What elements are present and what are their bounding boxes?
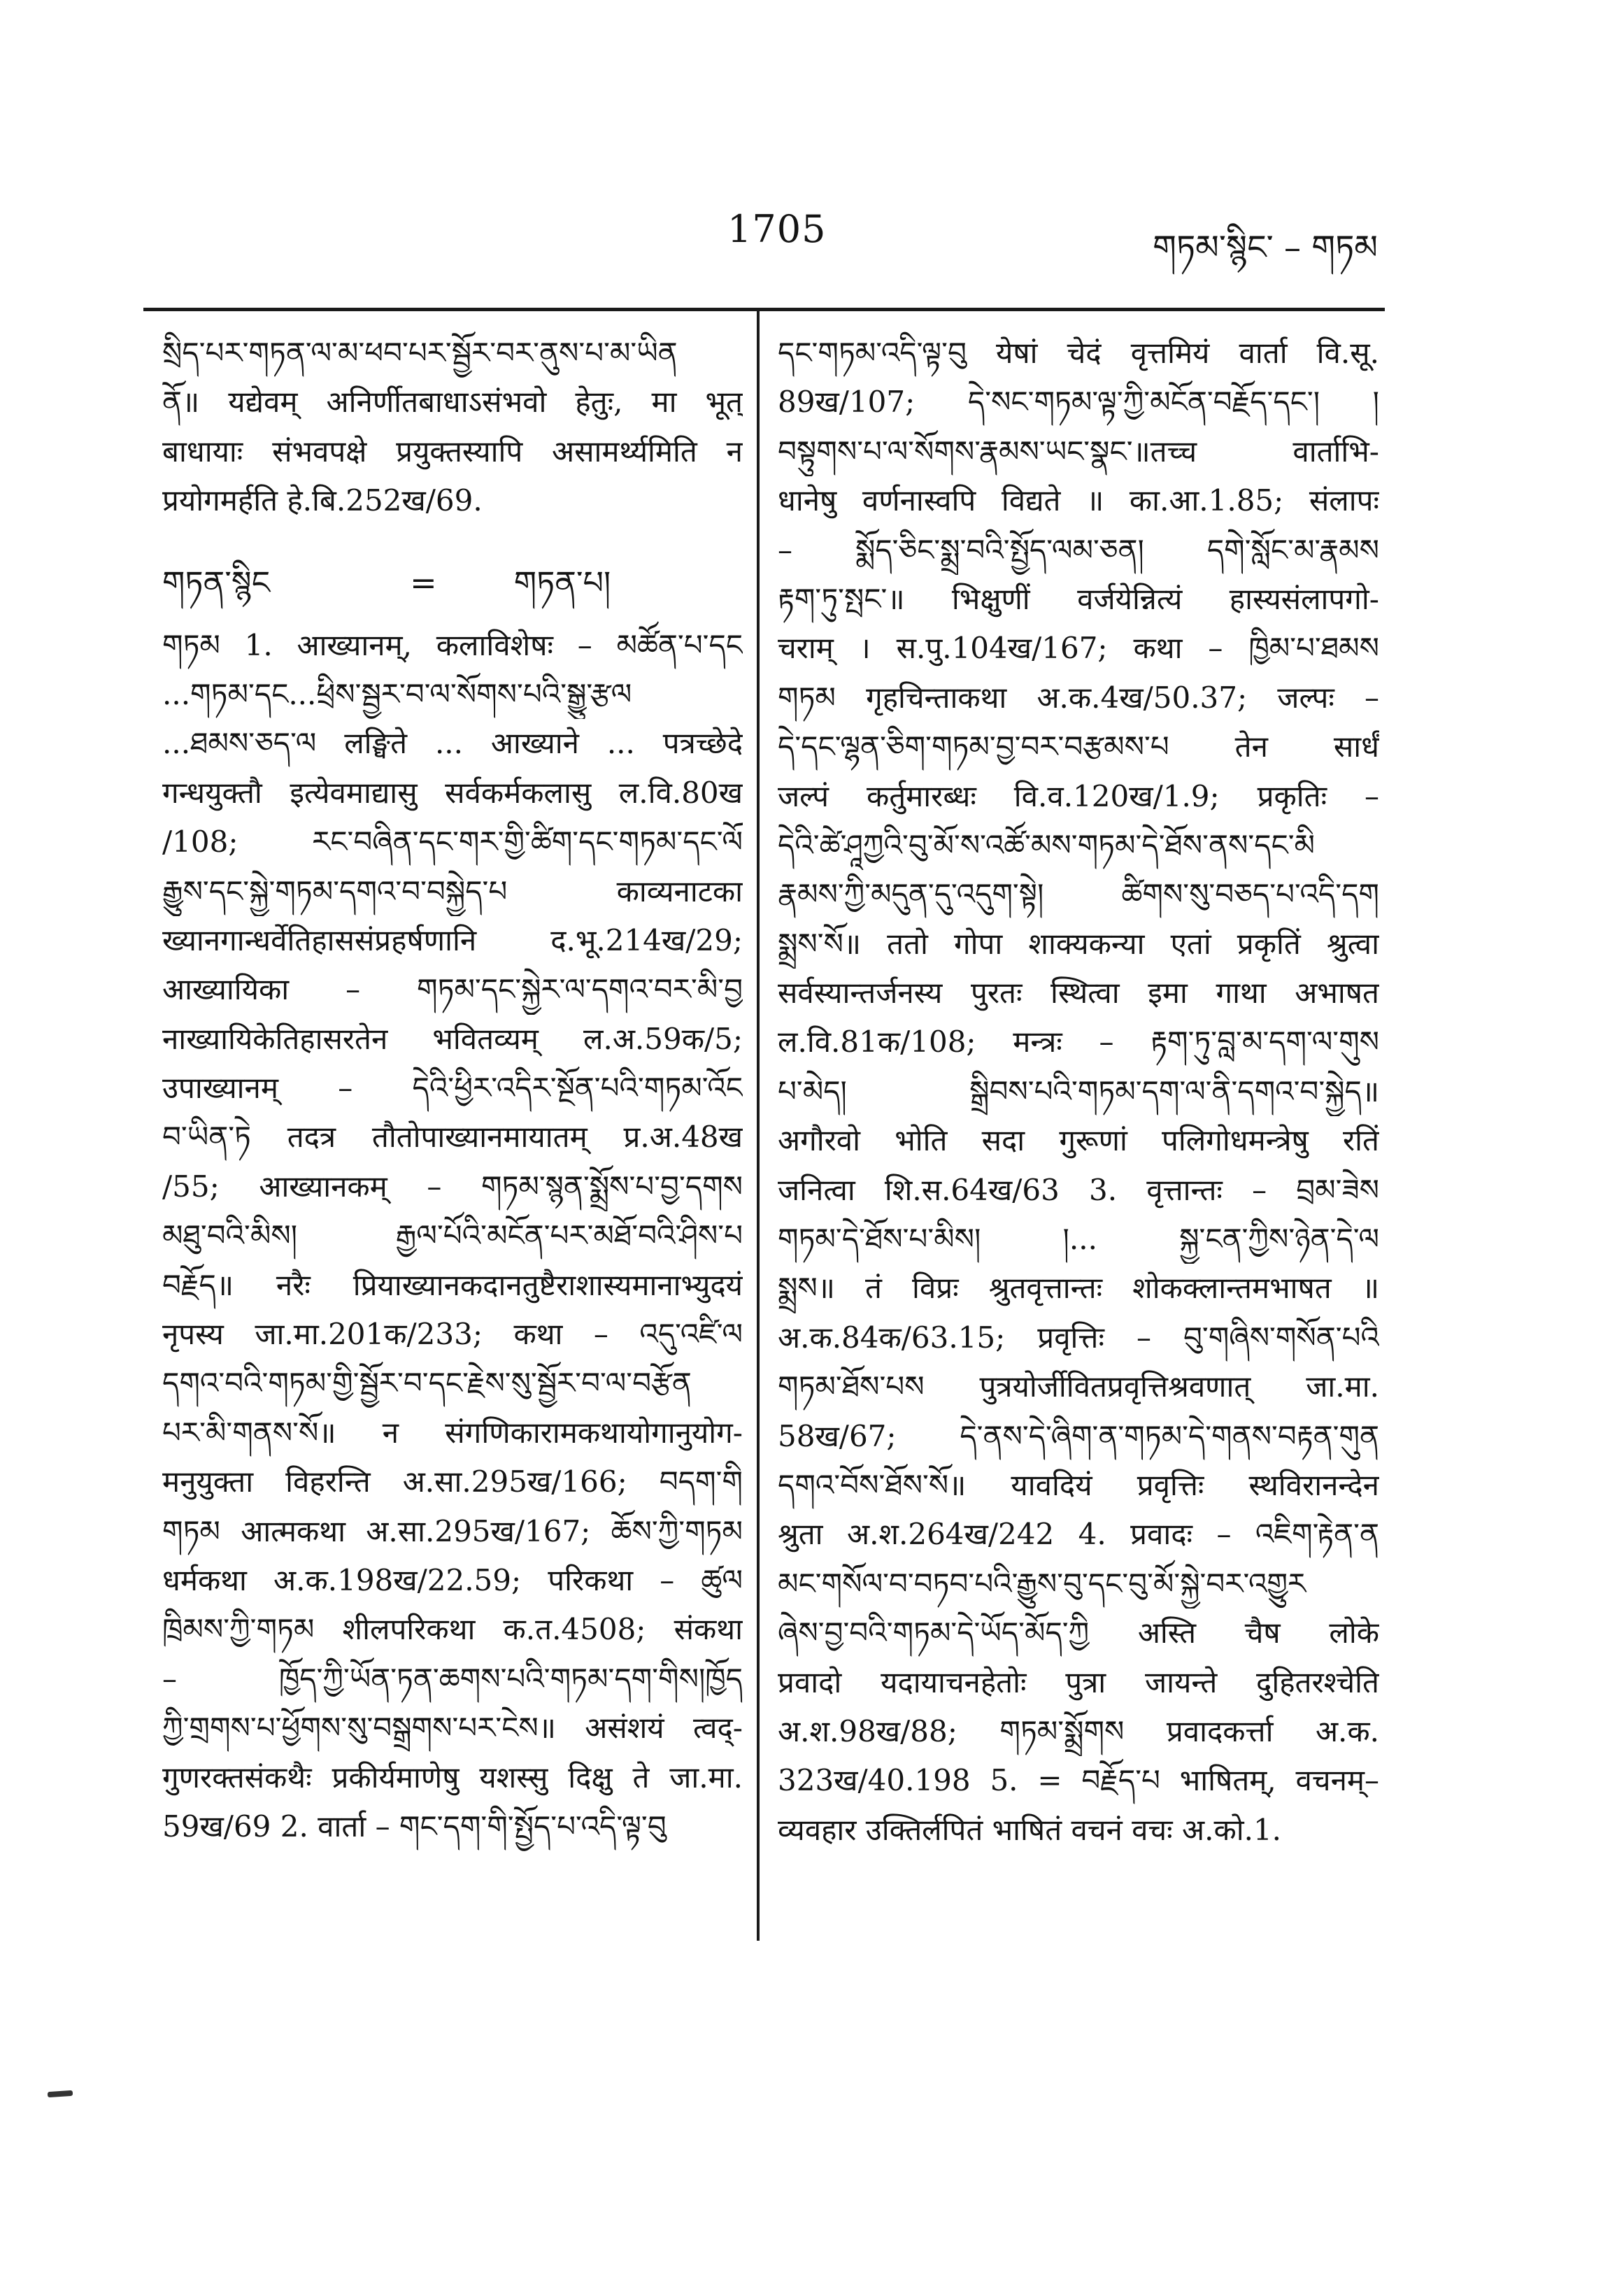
text-line: སྨྲས་སོ॥ ततो गोपा शाक्यकन्या एतां प्रकृतिं श्रुत्वा — [778, 926, 1379, 961]
page-number: 1705 — [727, 207, 827, 251]
entry-line: ཀྱི་གྲགས་པ་ཕྱོགས་སུ་བསྒྲགས་པར་ངེས॥ असंशयं त्वद्- — [162, 1711, 743, 1746]
text-line: གཏམ་དེ་ཐོས་པ་མིས། །... སྐྱ་ངན་ཀྱིས་ཉེན་དེ་ལ — [778, 1222, 1379, 1257]
top-rule — [143, 308, 1385, 311]
gap — [162, 526, 743, 551]
entry-line: བརྗོད॥ नरैः प्रियाख्यानकदानतुष्टैराशास्यमानाभ्युदयं — [162, 1267, 743, 1302]
cross-ref-headword: གཏན་སྙིང — [162, 563, 271, 601]
text-line: རྟག་ཏུ་སྤང་॥ भिक्षुणीं वर्जयेन्नित्यं हास्यसंलापगो- — [778, 581, 1379, 616]
text-line: གཏམ་ཐོས་པས पुत्रयोर्जीवितप्रवृत्तिश्रवणात् जा.मा. — [778, 1369, 1379, 1404]
scan-speck — [48, 2090, 73, 2097]
text-line: अ.श.98ख/88; གཏམ་སྨྲོགས प्रवादकर्त्ता अ.क. — [778, 1713, 1379, 1748]
entry-line: गुणरक्तसंकथैः प्रकीर्यमाणेषु यशस्सु दिक्षु ते जा.मा. — [162, 1760, 743, 1795]
text-line: བསྟུགས་པ་ལ་སོགས་རྣམས་ཡང་སྣང་॥तच्च वार्ताभि- — [778, 434, 1379, 469]
text-line: མང་གསོལ་བ་བཏབ་པའི་རྒྱུས་བུ་དང་བུ་མོ་སྐྱེ་བར་འགྱུར — [778, 1566, 1306, 1601]
text-line: རྣམས་ཀྱི་མདུན་དུ་འདུག་སྟེ། ཚིགས་སུ་བཅད་པ་འདི་དག — [778, 877, 1379, 912]
entry-line: नाख्यायिकेतिहासरतेन भवितव्यम् ल.अ.59क/5; — [162, 1021, 743, 1056]
entry-line: गन्धयुक्तौ इत्येवमाद्यासु सर्वकर्मकलासु ल.वि.80ख — [162, 775, 743, 810]
text-line: 89ख/107; དེ་སང་གཏམ་ལྟ་ཀྱི་མངོན་བརྗོད་དང་། ། — [778, 385, 1379, 420]
text-line: པ་མེད། སྒྲིབས་པའི་གཏམ་དག་ལ་ནི་དགའ་བ་སྐྱེད॥ — [778, 1074, 1379, 1108]
entry-line: རྒྱུས་དང་སྐྱེ་གཏམ་དགའ་བ་བསྐྱེད་པ काव्यनाटका — [162, 873, 743, 908]
entry-line: /108; རང་བཞིན་དང་གར་གྱི་ཚིག་དང་གཏམ་དང་ལོ — [162, 825, 743, 860]
entry-line: 59ख/69 2. वार्ता – གང་དག་གི་སྤྱོད་པ་འདི་ལྟ་བུ — [162, 1809, 667, 1844]
right-column-text — [778, 329, 1379, 1855]
text-line: श्रुता अ.श.264ख/242 4. प्रवादः – འཇིག་རྟེན་ན — [778, 1517, 1379, 1552]
entry-line: པར་མི་གནས་སོ॥ न संगणिकारामकथायोगानुयोग- — [162, 1415, 743, 1450]
text-line: ཞེས་བྱ་བའི་གཏམ་དེ་ཡོད་མོད་ཀྱི अस्ति चैष लोके — [778, 1616, 1379, 1650]
entry-line: ཁྲིམས་ཀྱི་གཏམ शीलपरिकथा क.त.4508; संकथा — [162, 1612, 743, 1647]
entry-line: मनुयुक्ता विहरन्ति अ.सा.295ख/166; བདག་གི — [162, 1464, 743, 1499]
text-line: ल.वि.81क/108; मन्त्रः – རྟག་ཏུ་བླ་མ་དག་ལ་གུས — [778, 1025, 1379, 1060]
equals-sign: = — [410, 563, 437, 601]
text-line: 58ख/67; དེ་ནས་དེ་ཞིག་ན་གཏམ་དེ་གནས་བརྟན་གུན — [778, 1418, 1379, 1453]
text-line: ནོ॥ यद्येवम् अनिर्णीतबाधाऽसंभवो हेतुः, मा भूत् — [162, 385, 743, 420]
text-line: व्यवहार उक्तिर्लपितं भाषितं वचनं वचः अ.को.1. — [778, 1812, 1282, 1847]
text-line: སྨྲས॥ तं विप्रः श्रुतवृत्तान्तः शोकक्लान्तमभाषत ॥ — [778, 1271, 1379, 1306]
entry-line: གཏམ आत्मकथा अ.सा.295ख/167; ཆོས་ཀྱི་གཏམ — [162, 1513, 743, 1548]
text-line: चराम् । स.पु.104ख/167; कथा – ཁྱིམ་པ་ཐམས — [778, 631, 1379, 666]
text-line: སྲིད་པར་གཏན་ལ་མ་ཕབ་པར་སྦྱོར་བར་ནུས་པ་མ་ཡིན — [162, 336, 678, 370]
text-line: དེའི་ཚེ་ཤཱཀྱའི་བུ་མོ་ས་འཚོ་མས་གཏམ་དེ་ཐོས་ནས་དང་མི — [778, 827, 1316, 862]
cross-ref-target: གཏན་པ། — [513, 563, 611, 601]
entry-line: – ཁྱོད་ཀྱི་ཡོན་ཏན་ཆགས་པའི་གཏམ་དག་གིས།ཁྱོད — [162, 1661, 743, 1696]
continued-paragraph — [162, 329, 743, 526]
text-line: 323ख/40.198 5. = བརྗོད་པ भाषितम्, वचनम्– — [778, 1763, 1379, 1798]
text-line: དེ་དང་ལྷན་ཅིག་གཏམ་བྱ་བར་བརྩམས་པ तेन सार्धं — [778, 729, 1379, 764]
entry-line: དགའ་བའི་གཏམ་གྱི་སྦྱོར་བ་དང་རྗེས་སུ་སྦྱོར་བ་ལ་བརྩོན — [162, 1366, 692, 1401]
entry-line: གཏམ 1. आख्यानम्, कलाविशेषः – མཚོན་པ་དང — [162, 627, 743, 662]
text-line: सर्वस्यान्तर्जनस्य पुरतः स्थित्वा इमा गाथा अभाषत — [778, 976, 1379, 1011]
cross-reference-entry — [162, 551, 743, 614]
entry-line: धर्मकथा अ.क.198ख/22.59; परिकथा – ཚུལ — [162, 1562, 743, 1597]
entry-line: མཐུ་བའི་མིས། རྒྱལ་པོའི་མངོན་པར་མཐོ་བའི་ཤིས་པ — [162, 1218, 743, 1253]
text-line: – སྨོད་ཅིང་སྨྲ་བའི་སྤྱོད་ལམ་ཅན། དགེ་སློང་མ་རྣམས — [778, 532, 1379, 567]
entry-line: उपाख्यानम् – དེའི་ཕྱིར་འདིར་སྔོན་པའི་གཏམ་འོང — [162, 1071, 743, 1106]
column-divider — [757, 311, 760, 1941]
text-line: अ.क.84क/63.15; प्रवृत्तिः – བུ་གཞིས་གསོན་པའི — [778, 1320, 1379, 1355]
entry-line: /55; आख्यानकम् – གཏམ་སྙན་སྨྲོས་པ་བྱ་དགས — [162, 1169, 743, 1204]
gap — [162, 614, 743, 621]
right-column — [778, 329, 1379, 1855]
entry-line: བ་ཡིན་ཏེ तदत्र तौतोपाख्यानमायातम् प्र.अ.48ख — [162, 1120, 743, 1155]
left-column — [162, 329, 743, 1851]
entry-line: ख्यानगान्धर्वेतिहाससंप्रहर्षणानि द.भू.214ख/29; — [162, 922, 743, 957]
entry-line: नृपस्य जा.मा.201क/233; कथा – འདུ་འཛི་ལ — [162, 1317, 743, 1352]
text-line: अगौरवो भोति सदा गुरूणां पलिगोधमन्त्रेषु रतिं — [778, 1123, 1379, 1158]
running-head: གཏམ་སྙིང་ – གཏམ — [1153, 228, 1378, 267]
text-line: प्रवादो यदायाचनहेतोः पुत्रा जायन्ते दुहितरश्चेति — [778, 1664, 1379, 1699]
dictionary-entry — [162, 621, 743, 1852]
text-line: जनित्वा शि.स.64ख/63 3. वृत्तान्तः – བྲམ་ཟེས — [778, 1172, 1379, 1207]
text-line: གཏམ गृहचिन्ताकथा अ.क.4ख/50.37; जल्पः – — [778, 680, 1379, 715]
text-line: जल्पं कर्तुमारब्धः वि.व.120ख/1.9; प्रकृतिः – — [778, 778, 1379, 813]
text-line: प्रयोगमर्हति हे.बि.252ख/69. — [162, 483, 483, 518]
text-line: དང་གཏམ་འདི་ལྟ་བུ येषां चेदं वृत्तमियं वार्ता वि.सू. — [778, 336, 1379, 370]
entry-line: आख्यायिका – གཏམ་དང་སྐྱེར་ལ་དགའ་བར་མི་བྱ — [162, 972, 743, 1007]
text-line: དགའ་བོས་ཐོས་སོ॥ यावदियं प्रवृत्तिः स्थविरानन्देन — [778, 1467, 1379, 1502]
entry-line: ...གཏམ་དང...ཕྲིས་སྦྱར་བ་ལ་སོགས་པའི་སྒྱུ་རྩལ — [162, 676, 632, 711]
text-line: धानेषु वर्णनास्वपि विद्यते ॥ का.आ.1.85; संलापः — [778, 483, 1379, 518]
entry-line: ...ཐམས་ཅད་ལ लङ्घिते ... आख्याने ... पत्रच्छेदे — [162, 726, 743, 761]
text-line: बाधायाः संभवपक्षे प्रयुक्तस्यापि असामर्थ्यमिति न — [162, 434, 743, 469]
